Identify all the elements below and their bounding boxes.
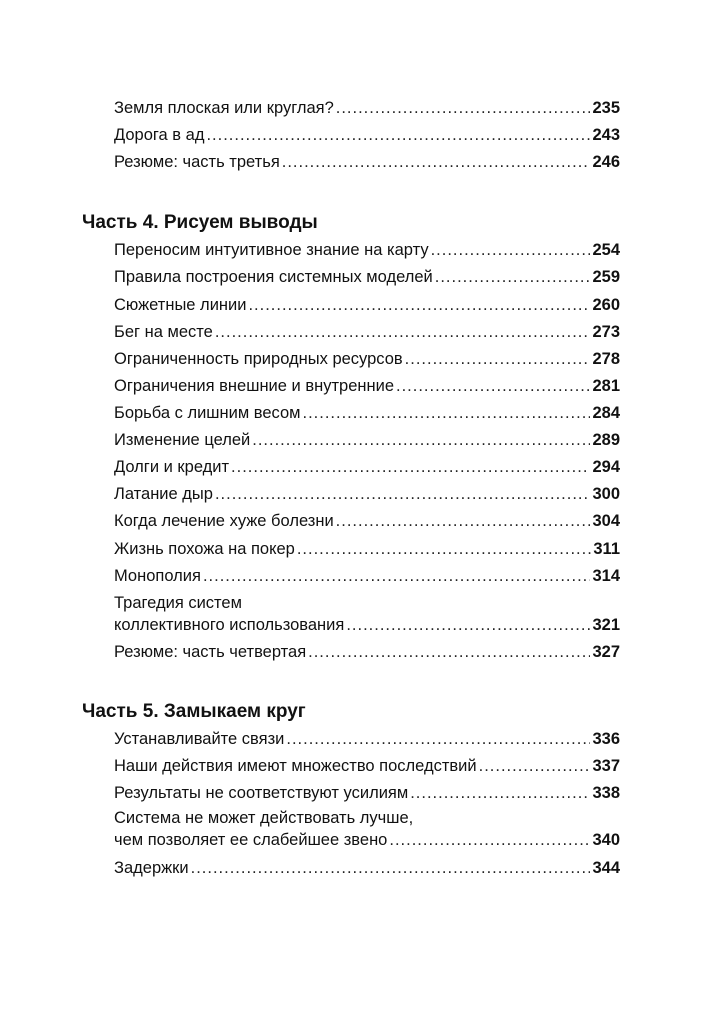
toc-entry: [114, 98, 620, 118]
toc-entry: [114, 858, 620, 878]
toc-entry: [114, 808, 620, 850]
toc-entry: [114, 240, 620, 260]
section-heading-part4: Часть 4. Рисуем выводы: [82, 212, 318, 233]
entry-page: 327: [592, 643, 620, 661]
section-heading-part5: Часть 5. Замыкаем круг: [82, 701, 306, 722]
entry-title: Результаты не соответствуют усилиям: [114, 784, 409, 802]
toc-entry: [114, 484, 620, 504]
entry-title: Задержки: [114, 859, 189, 877]
leader-dots: [396, 376, 590, 396]
entry-page: 338: [592, 784, 620, 802]
entry-title: Когда лечение хуже болезни: [114, 512, 334, 530]
toc-entry: [114, 566, 620, 586]
entry-title: Резюме: часть четвертая: [114, 643, 307, 661]
entry-page: 278: [592, 350, 620, 368]
entry-title: коллективного использования: [114, 616, 345, 634]
entry-page: 311: [593, 540, 620, 558]
entry-title: Ограничения внешние и внутренние: [114, 377, 394, 395]
toc-entry: [114, 756, 620, 776]
toc-entry: [114, 295, 620, 315]
leader-dots: [336, 98, 591, 118]
entry-page: 340: [592, 831, 620, 849]
entry-page: 314: [592, 567, 620, 585]
leader-dots: [203, 566, 591, 586]
toc-entry: [114, 729, 620, 749]
entry-page: 337: [592, 757, 620, 775]
entry-page: 254: [592, 241, 620, 259]
leader-dots: [410, 783, 590, 803]
toc-entry: [114, 322, 620, 342]
entry-page: 259: [592, 268, 620, 286]
entry-page: 300: [592, 485, 620, 503]
toc-entry: [114, 783, 620, 803]
entry-title: Долги и кредит: [114, 458, 230, 476]
leader-dots: [389, 830, 590, 850]
entry-title: Латание дыр: [114, 485, 213, 503]
toc-entry: [114, 457, 620, 477]
toc-entry: [114, 593, 620, 635]
entry-title: Правила построения системных моделей: [114, 268, 433, 286]
entry-title: Борьба с лишним весом: [114, 404, 301, 422]
toc-entry: [114, 511, 620, 531]
leader-dots: [405, 349, 591, 369]
entry-page: 281: [592, 377, 620, 395]
toc-entry: [114, 539, 620, 559]
entry-page: 284: [592, 404, 620, 422]
leader-dots: [191, 858, 591, 878]
leader-dots: [435, 267, 591, 287]
leader-dots: [308, 642, 590, 662]
entry-title: Сюжетные линии: [114, 296, 247, 314]
leader-dots: [431, 240, 591, 260]
entry-title-line1: Система не может действовать лучше,: [114, 809, 414, 827]
entry-title: Изменение целей: [114, 431, 251, 449]
entry-title: Устанавливайте связи: [114, 730, 285, 748]
entry-page: 294: [592, 458, 620, 476]
leader-dots: [215, 322, 591, 342]
toc-entry: [114, 349, 620, 369]
entry-title: Дорога в ад: [114, 126, 205, 144]
leader-dots: [346, 615, 590, 635]
entry-page: 260: [592, 296, 620, 314]
toc-entry: [114, 642, 620, 662]
toc-entry: [114, 152, 620, 172]
entry-title: Наши действия имеют множество последствий: [114, 757, 477, 775]
entry-page: 246: [592, 153, 620, 171]
leader-dots: [286, 729, 590, 749]
leader-dots: [303, 403, 591, 423]
entry-title: Земля плоская или круглая?: [114, 99, 334, 117]
toc-entry: [114, 125, 620, 145]
leader-dots: [248, 295, 590, 315]
entry-page: 273: [592, 323, 620, 341]
entry-page: 321: [592, 616, 620, 634]
entry-page: 344: [592, 859, 620, 877]
toc-entry: [114, 376, 620, 396]
entry-page: 235: [592, 99, 620, 117]
toc-entry: [114, 403, 620, 423]
entry-title: Ограниченность природных ресурсов: [114, 350, 403, 368]
leader-dots: [336, 511, 591, 531]
leader-dots: [479, 756, 591, 776]
entry-page: 243: [592, 126, 620, 144]
entry-title: Монополия: [114, 567, 201, 585]
entry-title: Жизнь похожа на покер: [114, 540, 295, 558]
leader-dots: [215, 484, 591, 504]
leader-dots: [297, 539, 592, 559]
leader-dots: [231, 457, 590, 477]
leader-dots: [252, 430, 590, 450]
entry-title: Бег на месте: [114, 323, 213, 341]
toc-entry: [114, 267, 620, 287]
entry-title: Переносим интуитивное знание на карту: [114, 241, 429, 259]
entry-title: Резюме: часть третья: [114, 153, 280, 171]
leader-dots: [282, 152, 591, 172]
entry-page: 304: [592, 512, 620, 530]
entry-page: 336: [592, 730, 620, 748]
leader-dots: [206, 125, 590, 145]
toc-entry: [114, 430, 620, 450]
entry-title-line1: Трагедия систем: [114, 594, 242, 612]
entry-page: 289: [592, 431, 620, 449]
entry-title: чем позволяет ее слабейшее звено: [114, 831, 388, 849]
